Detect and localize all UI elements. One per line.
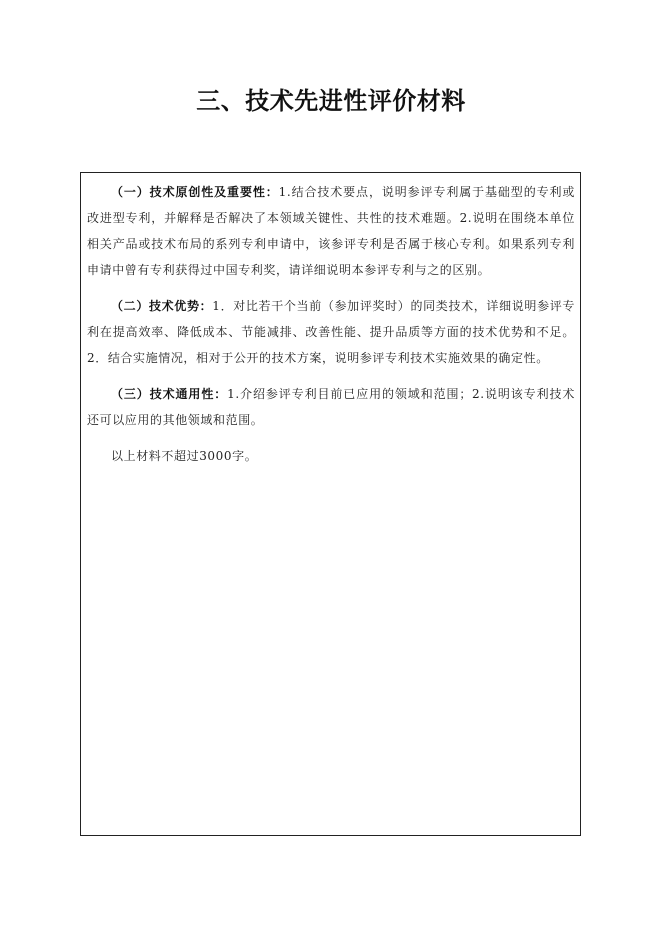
- word-limit-note: 以上材料不超过3000字。: [111, 449, 258, 463]
- section-heading: （一）技术原创性及重要性：: [111, 185, 279, 199]
- section-originality: [87, 179, 575, 283]
- section-body: 1.结合技术要点，说明参评专利属于基础型的专利或改进型专利，并解释是否解决了本领域关键性、共性的技术难题。2.说明在围绕本单位相关产品或技术布局的系列专利申请中，该参评专利是否属于核心专利。如果系列专利申请中曾有专利获得过中国专利奖，请详细说明本参评专利与之的区别。: [87, 185, 575, 277]
- section-advantages: [87, 293, 575, 371]
- section-body: 1.介绍参评专利目前已应用的领域和范围；2.说明该专利技术还可以应用的其他领域和范围。: [87, 387, 575, 427]
- section-heading: （三）技术通用性：: [111, 387, 228, 401]
- section-generality: [87, 381, 575, 433]
- content-box: [80, 172, 581, 836]
- section-heading: （二）技术优势：: [111, 299, 213, 313]
- page-title: 三、技术先进性评价材料: [196, 87, 466, 115]
- section-body: 1．对比若干个当前（参加评奖时）的同类技术，详细说明参评专利在提高效率、降低成本、节能减排、改善性能、提升品质等方面的技术优势和不足。2．结合实施情况，相对于公开的技术方案，说明参评专利技术实施效果的确定性。: [87, 299, 575, 365]
